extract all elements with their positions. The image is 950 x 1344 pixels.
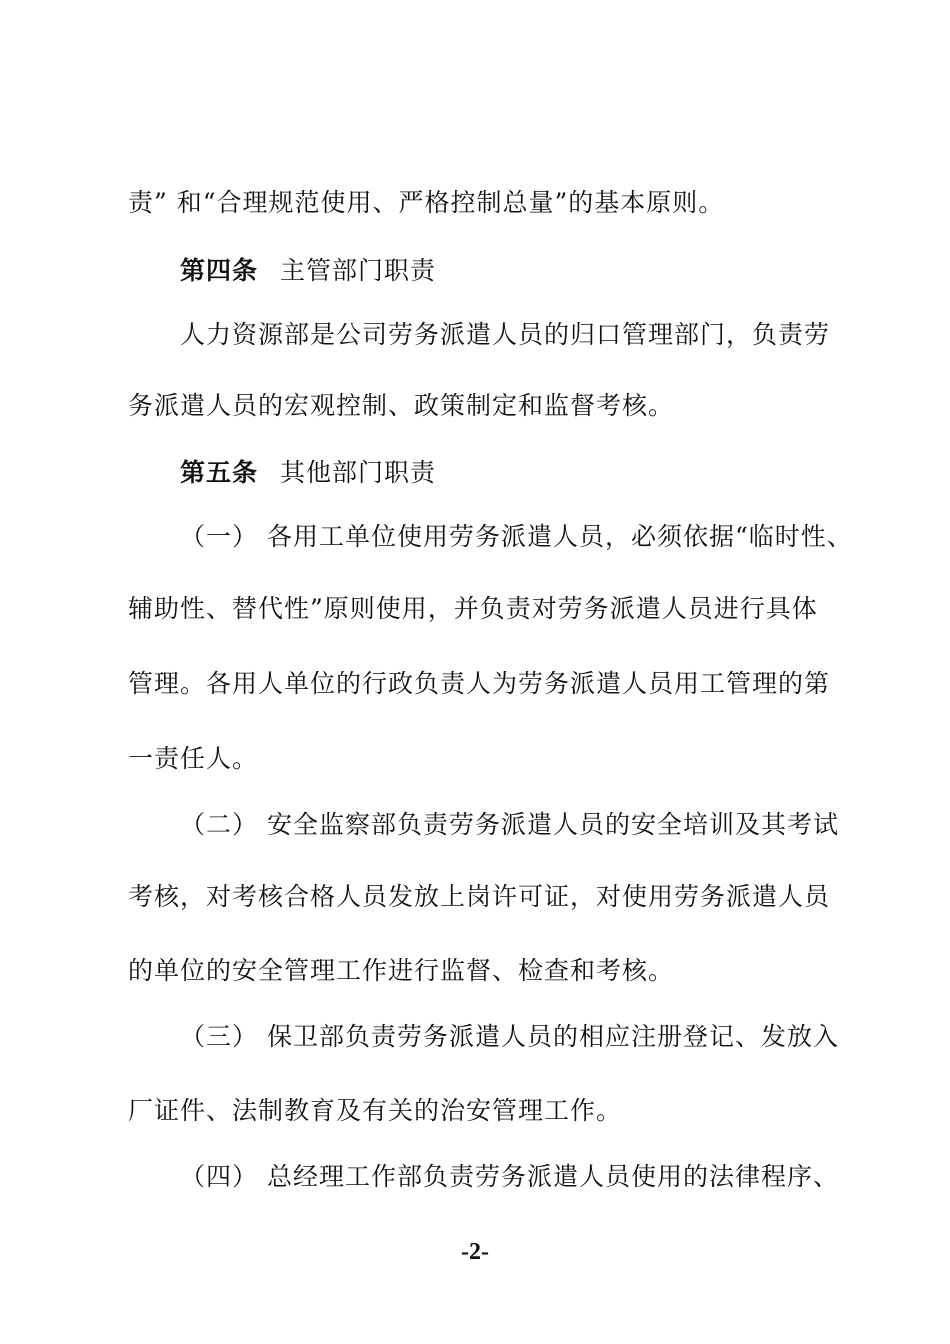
text-line: 考核，对考核合格人员发放上岗许可证，对使用劳务派遣人员 [128, 882, 831, 911]
article-heading [180, 458, 880, 488]
page-number: -2- [461, 1239, 489, 1265]
text-line: （二） 安全监察部负责劳务派遣人员的安全培训及其考试 [180, 810, 839, 839]
text-line: 人力资源部是公司劳务派遣人员的归口管理部门，负责劳 [180, 320, 831, 349]
text-line: 责” 和“合理规范使用、严格控制总量”的基本原则。 [128, 188, 725, 217]
article-number: 第五条 [180, 458, 259, 487]
article-title: 主管部门职责 [280, 256, 437, 285]
text-line: （四） 总经理工作部负责劳务派遣人员使用的法律程序、 [180, 1162, 839, 1191]
text-line: （三） 保卫部负责劳务派遣人员的相应注册登记、发放入 [180, 1022, 839, 1051]
text-line: 管理。各用人单位的行政负责人为劳务派遣人员用工管理的第 [128, 669, 831, 698]
text-line: 辅助性、替代性”原则使用，并负责对劳务派遣人员进行具体 [128, 594, 818, 623]
text-line: 厂证件、法制教育及有关的治安管理工作。 [128, 1096, 623, 1125]
text-line: 一责任人。 [128, 744, 259, 773]
text-line: （一） 各用工单位使用劳务派遣人员，必须依据“临时性、 [180, 522, 853, 551]
article-title: 其他部门职责 [280, 458, 437, 487]
article-heading [180, 256, 880, 286]
text-line: 务派遣人员的宏观控制、政策制定和监督考核。 [128, 391, 675, 420]
article-number: 第四条 [180, 256, 259, 285]
text-line: 的单位的安全管理工作进行监督、检查和考核。 [128, 956, 675, 985]
